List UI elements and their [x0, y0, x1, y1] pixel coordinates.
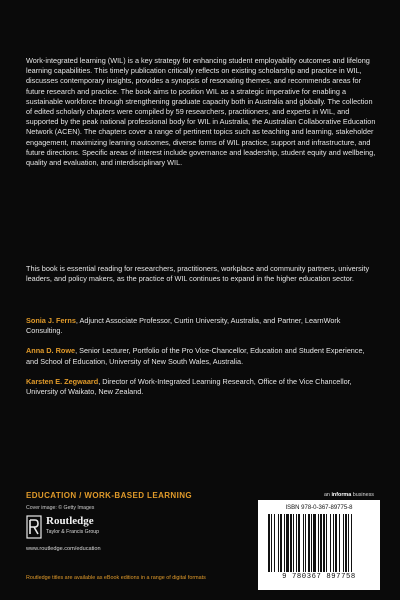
cover-image-credit: Cover image: © Getty Images	[26, 505, 95, 511]
barcode-bar	[268, 514, 270, 572]
barcode-bar	[284, 514, 285, 572]
audience-note: This book is essential reading for researchers, practitioners, workplace and community partners, university leaders, and policy makers, as the practice of WIL continues to expand in the higher education sector.	[26, 264, 370, 284]
barcode-panel	[258, 500, 380, 590]
barcode-bar	[308, 514, 310, 572]
barcode-bar	[298, 514, 300, 572]
barcode-bar	[296, 514, 297, 572]
business-prefix: an	[323, 492, 332, 498]
author-bio: , Senior Lecturer, Portfolio of the Pro Vice-Chancellor, Education and Student Experience, and School of Education, University of New South Wales, Australia.	[26, 346, 365, 366]
barcode-bar	[348, 514, 349, 572]
barcode-bar	[293, 514, 294, 572]
barcode-bar	[326, 514, 327, 572]
barcode-bar	[318, 514, 319, 572]
barcode-bar	[290, 514, 292, 572]
ebook-note: Routledge titles are available as eBook editions in a range of digital formats	[26, 575, 206, 581]
informa-brand: informa	[331, 492, 352, 498]
publisher-logo-block	[26, 515, 166, 545]
author-list	[26, 316, 378, 407]
author-entry	[26, 377, 378, 397]
barcode-digits: 9 780367 897758	[282, 573, 356, 581]
routledge-logo-icon	[26, 515, 42, 539]
barcode-bar	[343, 514, 344, 572]
barcode-bar	[278, 514, 279, 572]
barcode-bar	[311, 514, 312, 572]
publisher-website: www.routledge.com/education	[26, 546, 101, 552]
barcode-icon	[266, 514, 372, 572]
barcode-bar	[280, 514, 282, 572]
barcode-bar	[313, 514, 316, 572]
publisher-name: Routledge	[46, 515, 94, 527]
subject-category: EDUCATION / WORK-BASED LEARNING	[26, 491, 193, 500]
barcode-bar	[274, 514, 275, 572]
barcode-bar	[303, 514, 304, 572]
barcode-bar	[286, 514, 289, 572]
informa-business-label	[324, 492, 374, 498]
barcode-bar	[330, 514, 331, 572]
publisher-group: Taylor & Francis Group	[46, 529, 100, 535]
author-name: Sonia J. Ferns	[26, 316, 76, 325]
barcode-bar	[305, 514, 306, 572]
barcode-bar	[271, 514, 272, 572]
book-description: Work-integrated learning (WIL) is a key strategy for enhancing student employability outcomes and lifelong learning capabilities. This timely publication critically reflects on existing scholarship and practice in WIL, discusses contemporary insights, provides a synopsis of resonating themes, and recommends areas for future research and practice. The book aims to position WIL as a strategic imperative for enabling a sustainable workforce through strengthening graduate capacity both in Australia and globally. The collection of edited scholarly chapters were compiled by 59 researchers, practitioners, and experts in WIL, and supported by the peak national professional body for WIL in Australia, the Australian Collaborative Education Network (ACEN). The chapters cover a range of pertinent topics such as teaching and learning, stakeholder engagement, maximizing learning outcomes, diverse forms of WIL practice, support and infrastructure, and future directions. Specific areas of interest include governance and leadership, student equity and wellbeing, quality and evaluation, and interdisciplinary WIL.	[26, 56, 376, 168]
barcode-bar	[323, 514, 325, 572]
barcode-bar	[351, 514, 352, 572]
author-entry	[26, 346, 378, 366]
author-name: Anna D. Rowe	[26, 346, 76, 356]
barcode-bar	[339, 514, 340, 572]
isbn-number: ISBN 978-0-367-89775-8	[285, 505, 353, 511]
barcode-bar	[320, 514, 322, 572]
barcode-bar	[345, 514, 347, 572]
author-name: Karsten E. Zegwaard	[26, 376, 99, 386]
business-suffix: business	[351, 492, 374, 498]
author-entry	[26, 316, 378, 336]
barcode-bar	[333, 514, 334, 572]
author-bio: , Director of Work-Integrated Learning Research, Office of the Vice Chancellor, University of Waikato, New Zealand.	[26, 376, 352, 397]
barcode-bar	[335, 514, 337, 572]
author-bio: , Adjunct Associate Professor, Curtin University, Australia, and Partner, LearnWork Consulting.	[26, 316, 341, 336]
